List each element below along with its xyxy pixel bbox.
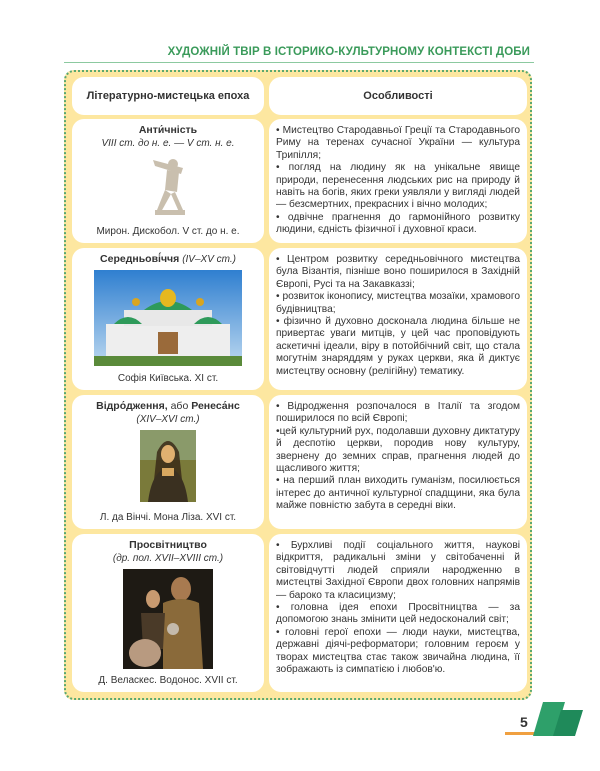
- epoch-dates: VIII ст. до н. е. — V ст. н. е.: [101, 138, 235, 149]
- discobolus-statue-image: [143, 154, 193, 216]
- epoch-dates: (IV–XV ст.): [182, 254, 236, 265]
- epoch-title-or: або: [170, 400, 189, 412]
- epoch-title-alt: Ренеса́нс: [191, 400, 240, 412]
- feature-item: • на перший план виходить гуманізм, посилюється інтерес до античної культурної спадщини, яка була майже повністю забута в середні віки.: [276, 475, 520, 512]
- epochs-table: [64, 70, 532, 700]
- image-caption: Д. Веласкес. Водонос. XVII ст.: [98, 675, 238, 686]
- feature-item: • Мистецтво Стародавньої Греції та Стародавнього Риму на теренах сучасної України — культура Трипілля;: [276, 125, 520, 161]
- feature-item: • фізично й духовно досконала людина більше не привертає уваги митців, у цей час проповідують аскетичні ідеали, віру в потойбічний світ, що стала могутнім знаряддям у руках церкви, яка й диктує мистецтву основну (релігійну) тематику.: [276, 316, 520, 377]
- features-cell-middle-ages: [269, 248, 527, 390]
- column-header-epoch: Літературно-мистецька епоха: [72, 77, 264, 115]
- epoch-cell-antiquity: [72, 119, 264, 243]
- epoch-title: Просвітництво: [129, 539, 207, 551]
- waterseller-painting-image: [123, 569, 213, 669]
- epoch-title: Середньові́ччя: [100, 253, 180, 265]
- feature-item: • розвиток іконопису, мистецтва мозаїки, храмового будівництва;: [276, 291, 520, 315]
- features-cell-antiquity: [269, 119, 527, 243]
- epoch-title: Відро́дження,: [96, 400, 168, 412]
- epoch-cell-enlightenment: [72, 534, 264, 692]
- epoch-title: Анти́чність: [138, 124, 198, 136]
- running-header: ХУДОЖНІЙ ТВІР В ІСТОРИКО-КУЛЬТУРНОМУ КОНТЕКСТІ ДОБИ: [167, 46, 530, 58]
- feature-item: • головні герої епохи — люди науки, мистецтва, державні діячі-реформатори; головним героєм у творах мистецтва стає також звичайна людина, її зображають із симпатією і любов'ю.: [276, 626, 520, 676]
- feature-item: • Відродження розпочалося в Італії та згодом поширилося по всій Європі;: [276, 401, 520, 425]
- feature-item: •цей культурний рух, подолавши духовну диктатуру й деспотію церкви, породив нову культуру, звернену до земних справ, прагнення людей до щасливого життя;: [276, 425, 520, 475]
- column-header-features: Особливості: [269, 77, 527, 115]
- epoch-dates: (др. пол. XVII–XVIII ст.): [112, 553, 224, 564]
- saint-sophia-cathedral-image: [94, 270, 242, 366]
- page-corner-decoration: [505, 700, 585, 742]
- feature-item: • Бурхливі події соціального життя, наукові відкриття, радикальні зміни у світобаченні й світовідчутті людей сприяли народженню в мистецтві Західної Європи двох головних напрямів — бароко та класицизму;: [276, 540, 520, 601]
- image-caption: Мирон. Дискобол. V ст. до н. е.: [96, 226, 240, 237]
- epoch-cell-middle-ages: [72, 248, 264, 390]
- mona-lisa-image: [140, 430, 196, 502]
- feature-item: • одвічне прагнення до гармонійного розвитку людини, єдність фізичної і духовної краси.: [276, 211, 520, 236]
- feature-item: • головна ідея епохи Просвітництва — за допомогою знань змінити цей недосконалий світ;: [276, 602, 520, 626]
- feature-item: • Центром розвитку середньовічного мистецтва була Візантія, пізніше воно поширилося в Західній Європі, Русі та на Закавказзі;: [276, 254, 520, 290]
- image-caption: Л. да Вінчі. Мона Ліза. XVI ст.: [99, 512, 237, 523]
- image-caption: Софія Київська. XI ст.: [117, 373, 219, 384]
- features-cell-enlightenment: [269, 534, 527, 692]
- header-rule: [64, 62, 534, 63]
- features-cell-renaissance: [269, 395, 527, 529]
- page-number: 5: [520, 714, 528, 730]
- epoch-dates: (XIV–XVI ст.): [136, 414, 200, 425]
- epoch-cell-renaissance: [72, 395, 264, 529]
- feature-item: • погляд на людину як на унікальне явище природи, перенесення людських рис на природу й навіть на богів, яких греки уявляли у вигляді людей — безсмертних, прекрасних і вічно молодих;: [276, 162, 520, 211]
